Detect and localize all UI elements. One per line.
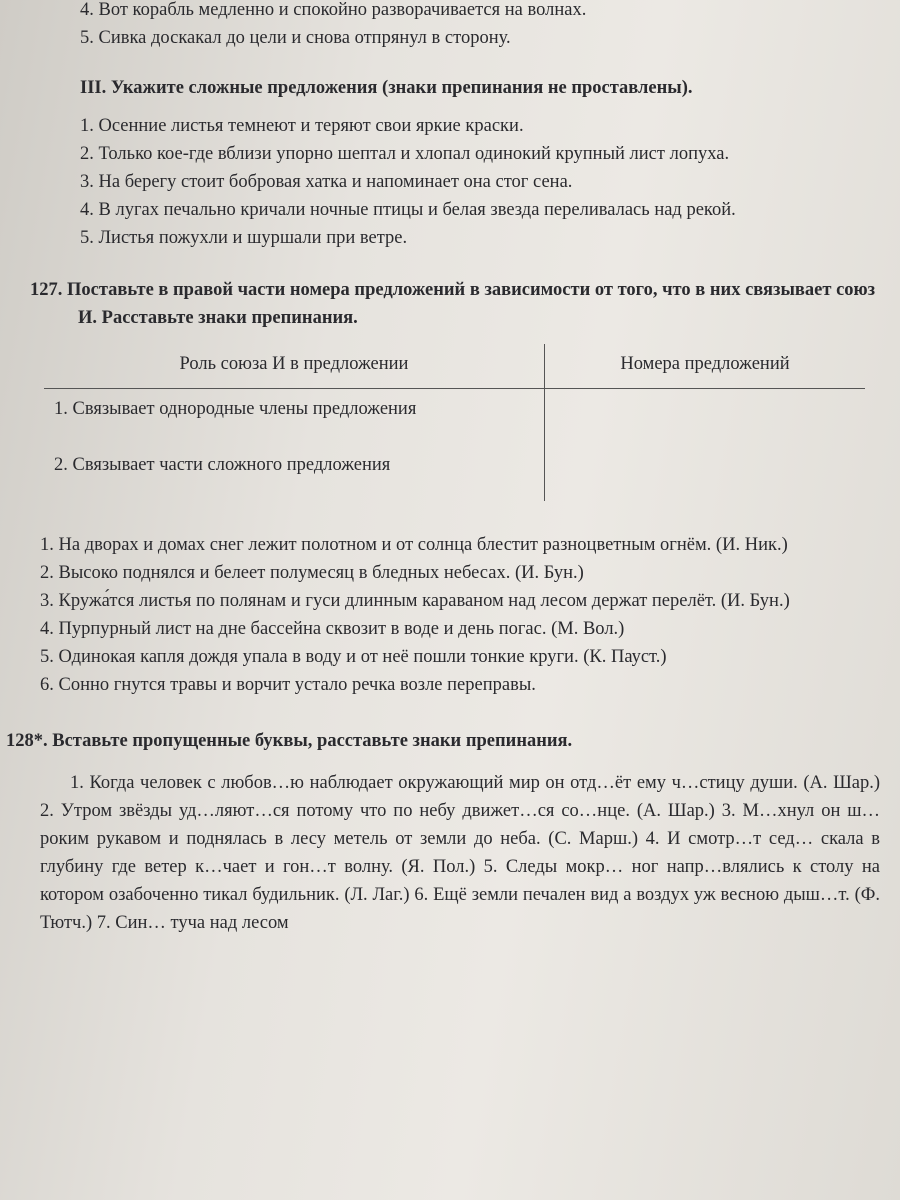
item-text: На дворах и домах снег лежит полотном и от солнца блестит разноцветным огнём. (И. Ник.): [58, 535, 788, 555]
item-number: 4.: [40, 619, 54, 639]
table-cell-role: 2. Связывает части сложного предложения: [54, 455, 391, 475]
list-item: [40, 531, 880, 559]
list-item: [40, 587, 880, 615]
task-128-paragraph: 1. Когда человек с любов…ю наблюдает окружающий мир он отд…ёт ему ч…стицу души. (А. Шар.) 2. Утром звёзды уд…ляют…ся потому что по небу движет…ся со…нце. (А. Шар.) 3. М…хнул он ш…роким рукавом и поднялась в лесу метель от земли до неба. (С. Марш.) 4. И смотр…т сед… скала в глубину где ветер к…чает и гон…т волну. (Я. Пол.) 5. Следы мокр… ног напр…влялись к столу на котором озабоченно тикал будильник. (Л. Лаг.) 6. Ещё земли печален вид а воздух уж весною дыш…т. (Ф. Тютч.) 7. Син… туча над лесом: [40, 773, 880, 933]
item-text: Пурпурный лист на дне бассейна сквозит в воде и день погас. (М. Вол.): [58, 619, 625, 639]
table-cell-numbers: [545, 389, 866, 446]
item-text: На берегу стоит бобровая хатка и напоминает она стог сена.: [98, 172, 573, 192]
item-number: 4.: [80, 200, 94, 220]
item-number: 1.: [40, 535, 54, 555]
item-number: 3.: [40, 591, 54, 611]
list-item: [80, 112, 880, 140]
table-cell-numbers: [545, 445, 866, 501]
item-number: 5.: [80, 228, 94, 248]
item-number: 2.: [40, 563, 54, 583]
table-row: [44, 445, 865, 501]
item-number: 1.: [80, 116, 94, 136]
item-text: Сивка доскакал до цели и снова отпрянул в сторону.: [98, 28, 511, 48]
union-role-table: [44, 344, 865, 501]
list-item: [40, 559, 880, 587]
table-cell-role: 1. Связывает однородные члены предложения: [54, 399, 417, 419]
item-text: Высоко поднялся и белеет полумесяц в бледных небесах. (И. Бун.): [58, 563, 584, 583]
task-128-title: 128*. Вставьте пропущенные буквы, расставьте знаки препинания.: [6, 731, 573, 751]
item-text: Только кое-где вблизи упорно шептал и хлопал одинокий крупный лист лопуха.: [98, 144, 730, 164]
list-item: [80, 196, 880, 224]
table-header-numbers: Номера предложений: [545, 344, 866, 389]
table-header-role: Роль союза И в предложении: [44, 344, 545, 389]
top-list: [80, 0, 880, 52]
item-number: 4.: [80, 0, 94, 20]
page-content: [6, 0, 880, 937]
task127-list: [40, 531, 880, 699]
list-item: [80, 168, 880, 196]
item-text: Осенние листья темнеют и теряют свои яркие краски.: [98, 116, 524, 136]
list-item: [80, 24, 880, 52]
item-text: Кружа́тся листья по полянам и гуси длинным караваном над лесом держат перелёт. (И. Бун.): [58, 591, 790, 611]
section3-list: [80, 112, 880, 252]
item-number: 6.: [40, 675, 54, 695]
list-item: [80, 140, 880, 168]
item-text: Сонно гнутся травы и ворчит устало речка возле переправы.: [58, 675, 536, 695]
item-number: 5.: [80, 28, 94, 48]
table-row: [44, 389, 865, 446]
item-number: 3.: [80, 172, 94, 192]
task-127-title: 127. Поставьте в правой части номера предложений в зависимости от того, что в них связывает союз И. Расставьте знаки препинания.: [30, 280, 876, 328]
list-item: [40, 615, 880, 643]
list-item: [40, 643, 880, 671]
item-text: В лугах печально кричали ночные птицы и белая звезда переливалась над рекой.: [98, 200, 736, 220]
item-text: Вот корабль медленно и спокойно разворачивается на волнах.: [98, 0, 587, 20]
item-text: Листья пожухли и шуршали при ветре.: [98, 228, 408, 248]
item-text: Одинокая капля дождя упала в воду и от неё пошли тонкие круги. (К. Пауст.): [58, 647, 667, 667]
list-item: [80, 224, 880, 252]
item-number: 5.: [40, 647, 54, 667]
item-number: 2.: [80, 144, 94, 164]
list-item: [40, 671, 880, 699]
list-item: [80, 0, 880, 24]
section-title: III. Укажите сложные предложения (знаки препинания не проставлены).: [80, 78, 693, 98]
